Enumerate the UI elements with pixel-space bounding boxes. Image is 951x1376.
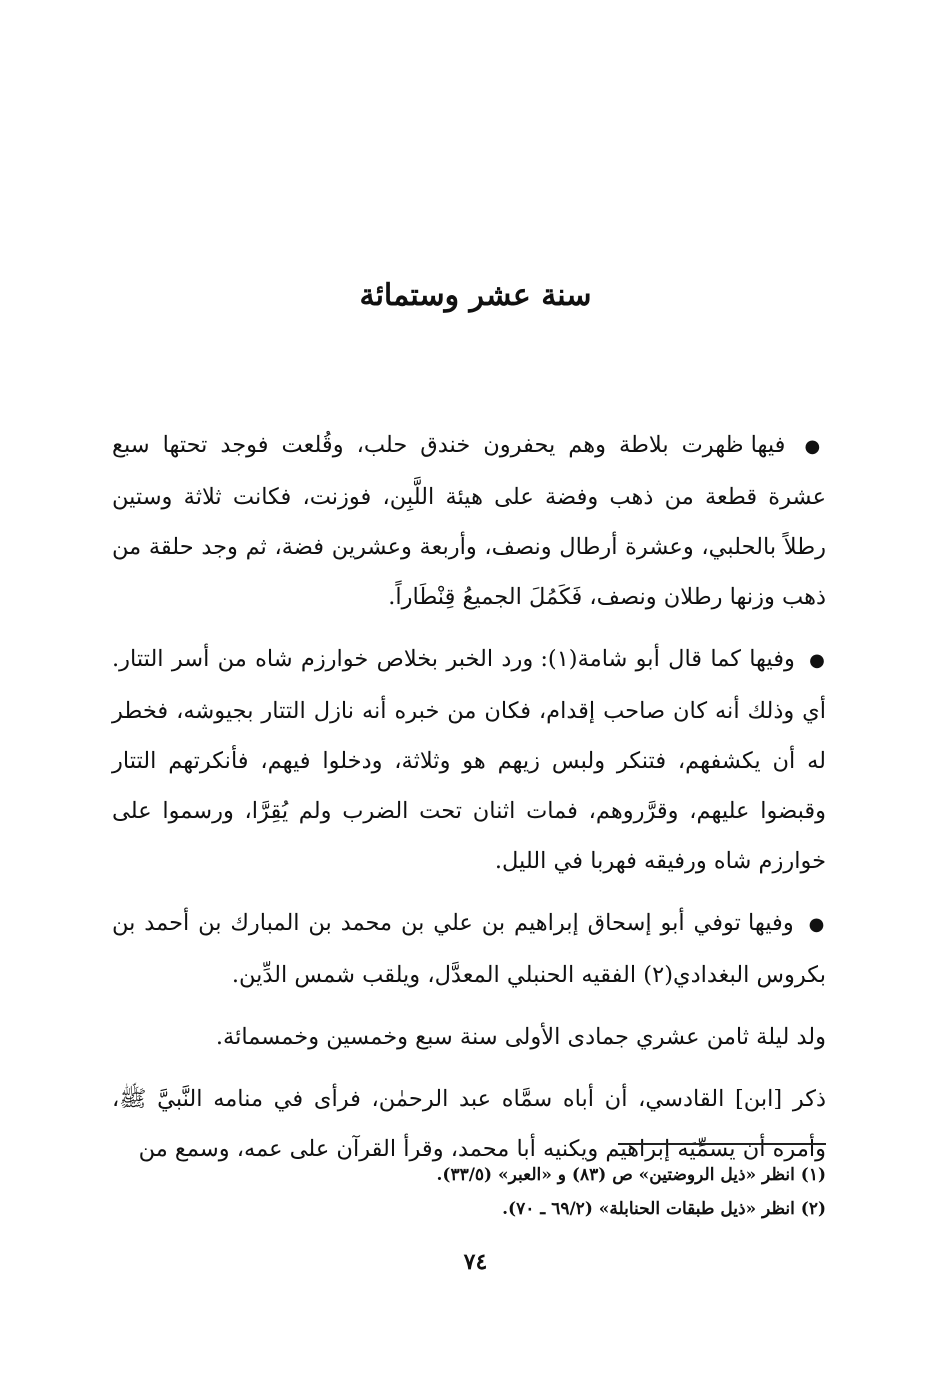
- footnote-2: (٢) انظر «ذيل طبقات الحنابلة» (٦٩/٢ ـ ٧٠).: [502, 1199, 826, 1219]
- paragraph-text: وفيها كما قال أبو شامة(١): ورد الخبر بخلاص خوارزم شاه من أسر التتار. أي وذلك أنه كان صاحب إقدام، فكان من خبره أنه نازل التتار بجيوشه، فخطر له أن يكشفهم، فتنكر ولبس زيهم هو وثلاثة، ودخلوا فيهم، فأنكرتهم التتار وقبضوا عليهم، وقرَّروهم، فمات اثنان تحت الضرب ولم يُقِرَّا، ورسموا على خوارزم شاه ورفيقه فهربا في الليل.: [112, 646, 826, 874]
- footnote-1: (١) انظر «ذيل الروضتين» ص (٨٣) و «العبر» (٣٣/٥).: [436, 1165, 826, 1185]
- bullet-icon: ●: [808, 914, 826, 935]
- footnote-divider: [618, 1143, 826, 1145]
- paragraph-text: ذكر [ابن] القادسي، أن أباه سمَّاه عبد الرحمٰن، فرأى في منامه النَّبيَّ ﷺ، وأمره أن يسمِّيَه إبراهيم ويكنيه أبا محمد، وقرأ القرآن على عمه، وسمع من: [112, 1086, 826, 1162]
- page-number: ٧٤: [463, 1249, 488, 1275]
- paragraph-3: [112, 898, 826, 1000]
- bullet-icon: ●: [809, 650, 826, 671]
- footnotes: [112, 1158, 826, 1226]
- paragraph-text: وفيها توفي أبو إسحاق إبراهيم بن علي بن محمد بن المبارك بن أحمد بن بكروس البغدادي(٢) الفقيه الحنبلي المعدَّل، ويلقب شمس الدِّين.: [112, 910, 826, 988]
- paragraph-4: [112, 1012, 826, 1062]
- chapter-title: سنة عشر وستمائة: [359, 278, 592, 313]
- paragraph-2: [112, 634, 826, 886]
- paragraph-1: [112, 420, 826, 622]
- paragraph-text: ولد ليلة ثامن عشري جمادى الأولى سنة سبع وخمسين وخمسمائة.: [215, 1024, 826, 1050]
- body-text: [112, 420, 826, 1186]
- paragraph-text: فيها ظهرت بلاطة وهم يحفرون خندق حلب، وقُلعت فوجد تحتها سبع عشرة قطعة من ذهب وفضة على هيئة اللَّبِن، فوزنت، فكانت ثلاثة وستين رطلاً بالحلبي، وعشرة أرطال ونصف، وأربعة وعشرين فضة، ثم وجد حلقة من ذهب وزنها رطلان ونصف، فَكَمُلَ الجميعُ قِنْطَاراً.: [112, 432, 826, 610]
- bullet-icon: ●: [804, 436, 826, 457]
